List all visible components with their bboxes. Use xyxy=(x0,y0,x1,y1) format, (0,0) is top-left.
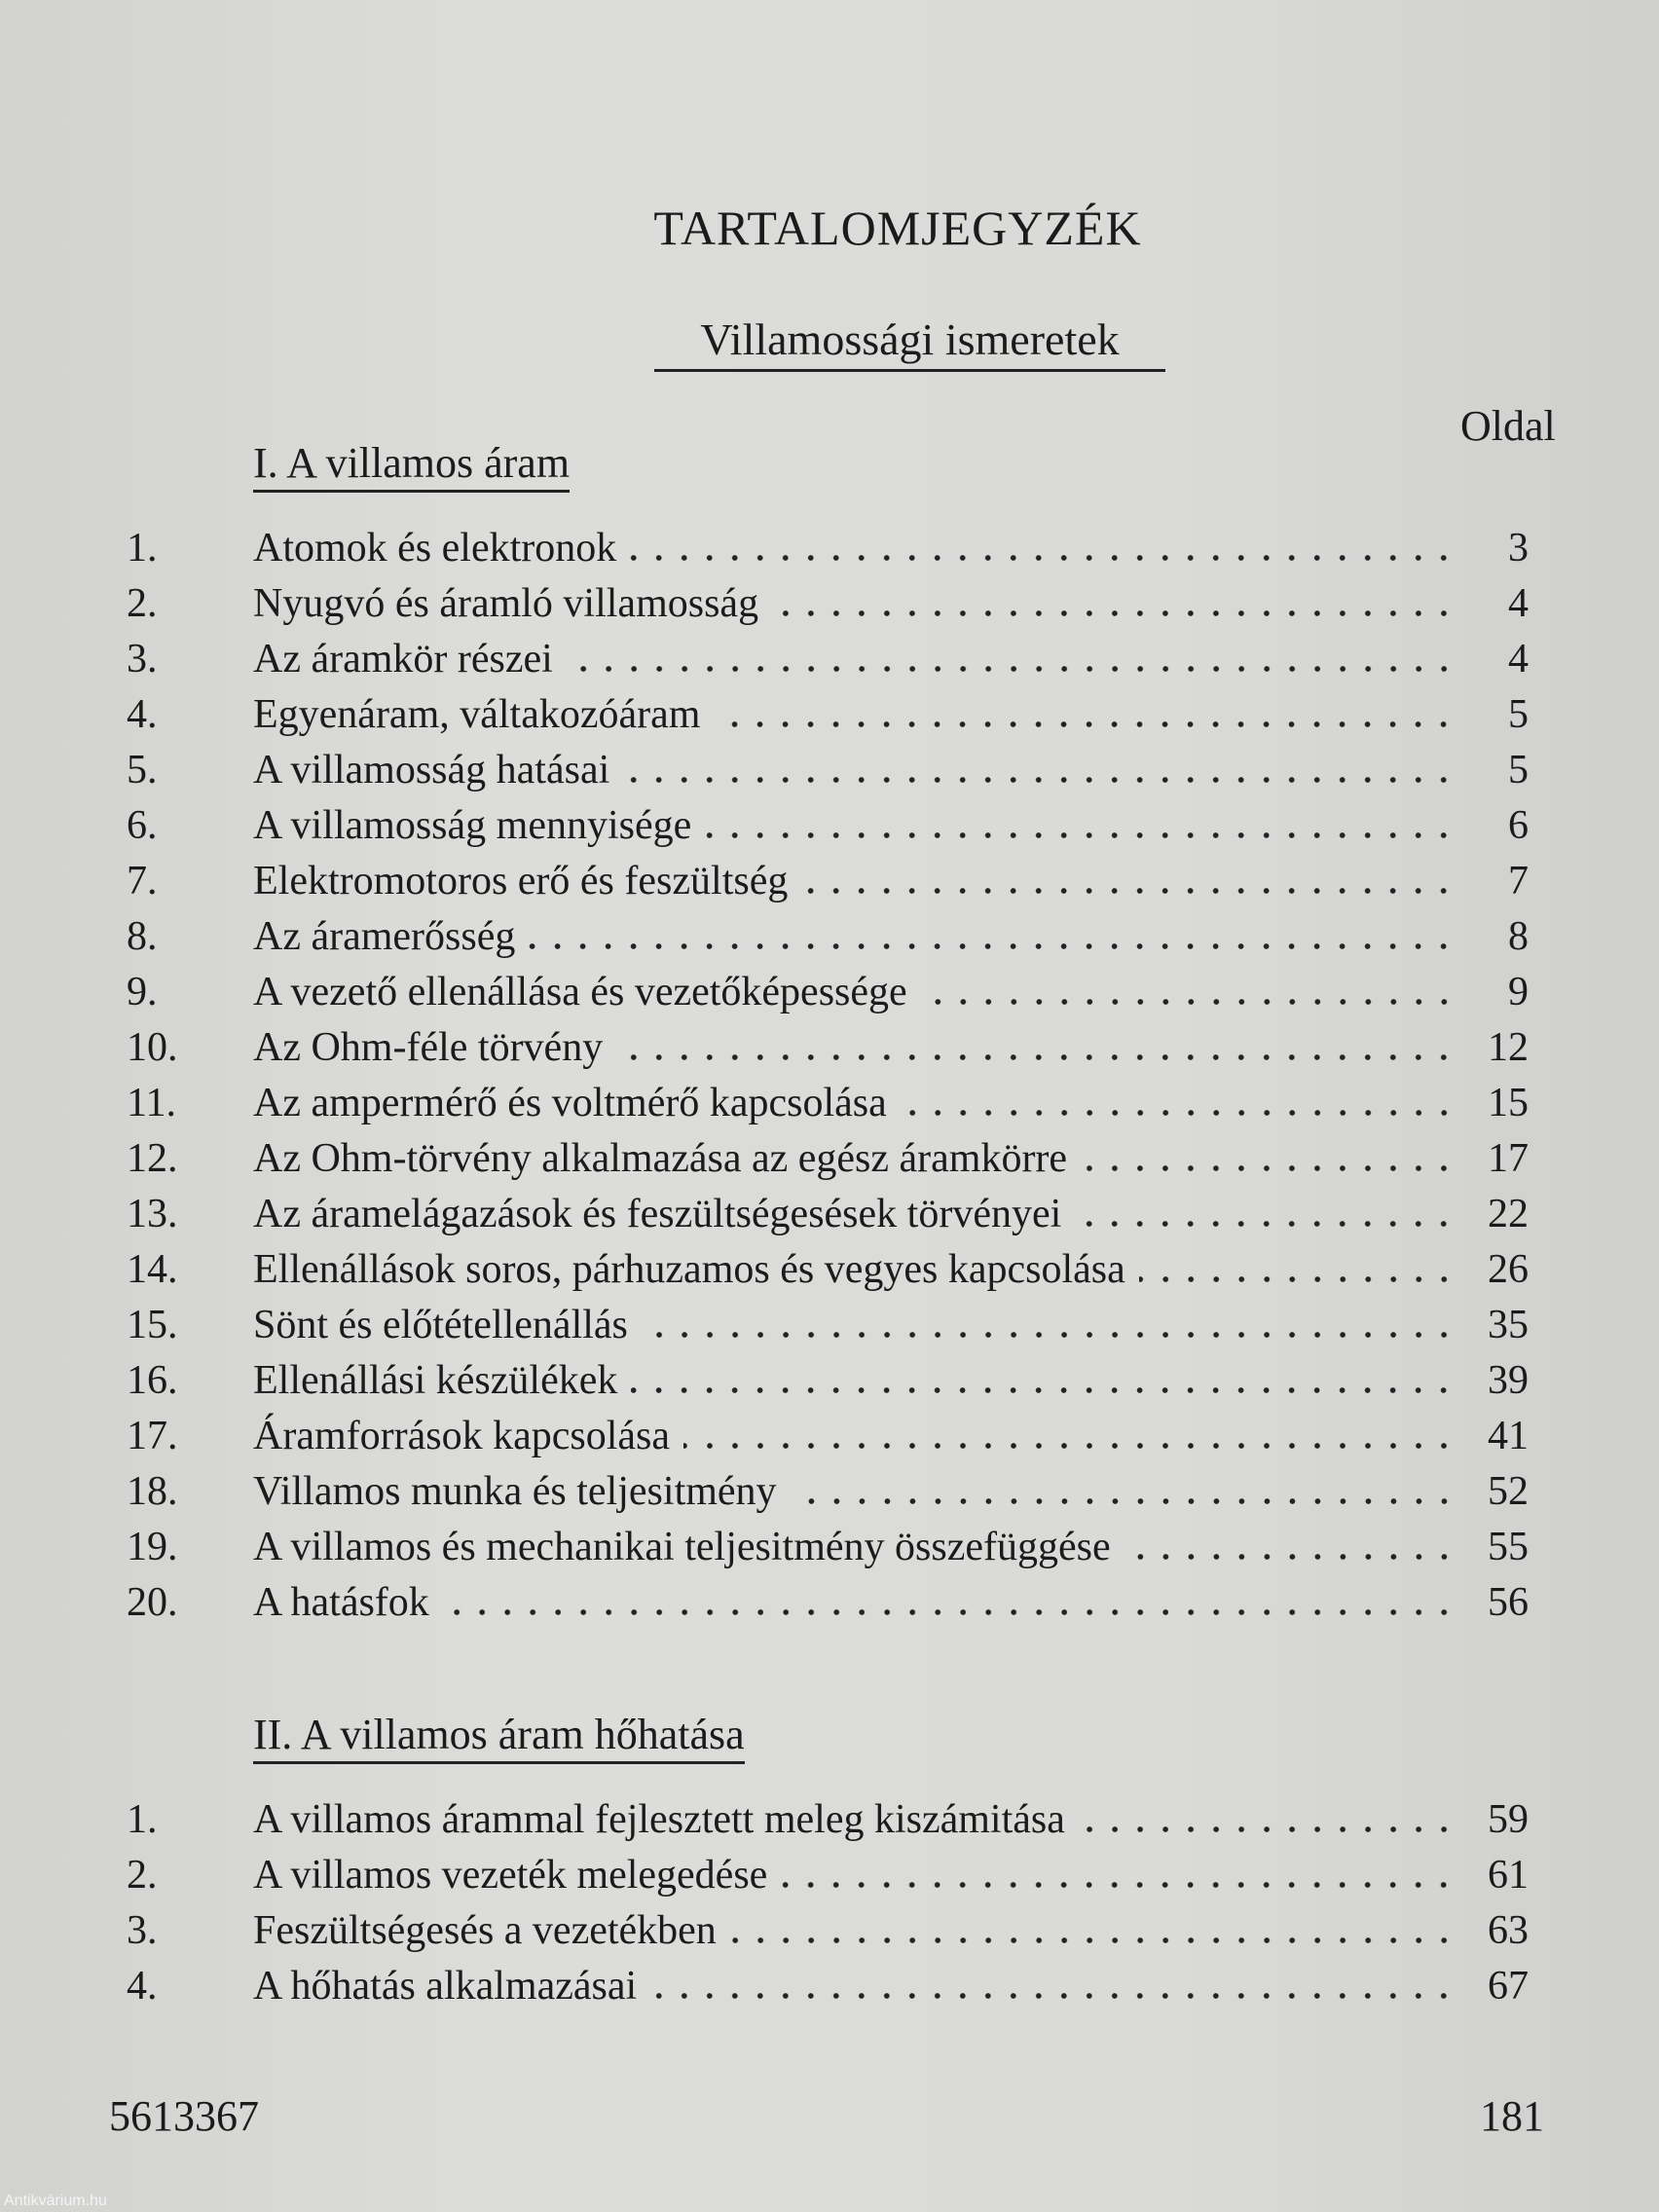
page-title: TARTALOMJEGYZÉK xyxy=(653,201,1142,255)
entry-page: 22 xyxy=(1488,1192,1529,1236)
dot-leader xyxy=(781,1881,1456,1889)
entry-title: A vezető ellenállása és vezetőképessége xyxy=(253,970,907,1014)
toc-entry xyxy=(127,1954,1529,2009)
entry-number: 16. xyxy=(127,1358,178,1403)
entry-page: 5 xyxy=(1508,748,1529,793)
dot-leader xyxy=(1081,1164,1456,1172)
entry-title: Egyenáram, váltakozóáram xyxy=(253,692,701,737)
toc-entry xyxy=(127,904,1529,960)
dot-leader xyxy=(705,831,1456,839)
toc-entry xyxy=(127,1182,1529,1237)
entry-number: 5. xyxy=(127,748,158,793)
dot-leader xyxy=(529,942,1456,950)
toc-list-1 xyxy=(127,516,1529,1626)
entry-number: 6. xyxy=(127,803,158,848)
entry-title: A villamosság mennyisége xyxy=(253,803,692,848)
entry-page: 7 xyxy=(1508,859,1529,903)
dot-leader xyxy=(623,776,1456,784)
entry-page: 67 xyxy=(1488,1964,1529,2009)
entry-number: 1. xyxy=(127,1797,158,1842)
dot-leader xyxy=(714,720,1456,728)
toc-entry xyxy=(127,1237,1529,1293)
entry-page: 4 xyxy=(1508,637,1529,682)
entry-title: Az Ohm-féle törvény xyxy=(253,1025,604,1070)
toc-entry xyxy=(127,1843,1529,1899)
entry-number: 4. xyxy=(127,692,158,737)
entry-title: A villamos és mechanikai teljesitmény összefüggése xyxy=(253,1525,1111,1569)
entry-page: 52 xyxy=(1488,1469,1529,1514)
entry-title: Az ampermérő és voltmérő kapcsolása xyxy=(253,1081,887,1125)
toc-entry xyxy=(127,849,1529,904)
dot-leader xyxy=(901,1109,1456,1117)
entry-number: 14. xyxy=(127,1247,178,1292)
entry-title: A villamosság hatásai xyxy=(253,748,610,793)
dot-leader xyxy=(921,998,1456,1006)
toc-entry xyxy=(127,627,1529,682)
dot-leader xyxy=(630,554,1456,562)
toc-entry xyxy=(127,738,1529,793)
toc-entry xyxy=(127,1071,1529,1126)
toc-entry xyxy=(127,1515,1529,1570)
entry-page: 56 xyxy=(1488,1580,1529,1625)
toc-entry xyxy=(127,516,1529,571)
dot-leader xyxy=(443,1608,1456,1616)
entry-title: Feszültségesés a vezetékben xyxy=(253,1908,717,1953)
entry-number: 2. xyxy=(127,581,158,626)
dot-leader xyxy=(616,1053,1456,1061)
entry-title: Áramforrások kapcsolása xyxy=(253,1414,670,1458)
toc-entry xyxy=(127,1404,1529,1459)
entry-title: Az áramkör részei xyxy=(253,637,553,682)
entry-number: 19. xyxy=(127,1525,178,1569)
entry-page: 61 xyxy=(1488,1853,1529,1898)
entry-page: 63 xyxy=(1488,1908,1529,1953)
dot-leader xyxy=(683,1442,1456,1450)
entry-title: Az áramelágazások és feszültségesések törvényei xyxy=(253,1192,1062,1236)
entry-title: Nyugvó és áramló villamosság xyxy=(253,581,759,626)
section-heading-1: I. A villamos áram xyxy=(253,438,570,493)
entry-number: 9. xyxy=(127,970,158,1014)
entry-title: Elektromotoros erő és feszültség xyxy=(253,859,789,903)
entry-page: 26 xyxy=(1488,1247,1529,1292)
entry-title: A villamos vezeték melegedése xyxy=(253,1853,768,1898)
toc-entry xyxy=(127,1570,1529,1626)
entry-page: 39 xyxy=(1488,1358,1529,1403)
page-column-label: Oldal xyxy=(1460,402,1556,450)
toc-entry xyxy=(127,571,1529,627)
entry-number: 10. xyxy=(127,1025,178,1070)
entry-title: Ellenállási készülékek xyxy=(253,1358,618,1403)
entry-number: 3. xyxy=(127,1908,158,1953)
entry-number: 20. xyxy=(127,1580,178,1625)
entry-page: 55 xyxy=(1488,1525,1529,1569)
entry-title: Az áramerősség xyxy=(253,914,516,959)
toc-entry xyxy=(127,682,1529,738)
subtitle: Villamossági ismeretek xyxy=(654,313,1165,372)
entry-page: 3 xyxy=(1508,526,1529,571)
entry-page: 59 xyxy=(1488,1797,1529,1842)
watermark: Antikvárium.hu xyxy=(4,2193,107,2209)
entry-number: 8. xyxy=(127,914,158,959)
dot-leader xyxy=(801,887,1456,895)
dot-leader xyxy=(1075,1220,1456,1228)
entry-page: 41 xyxy=(1488,1414,1529,1458)
entry-title: Atomok és elektronok xyxy=(253,526,617,571)
entry-number: 7. xyxy=(127,859,158,903)
entry-page: 5 xyxy=(1508,692,1529,737)
entry-page: 6 xyxy=(1508,803,1529,848)
entry-number: 15. xyxy=(127,1303,178,1347)
dot-leader xyxy=(1079,1825,1456,1833)
entry-number: 4. xyxy=(127,1964,158,2009)
entry-number: 12. xyxy=(127,1136,178,1181)
dot-leader xyxy=(1139,1275,1456,1283)
dot-leader xyxy=(567,665,1456,673)
entry-title: Ellenállások soros, párhuzamos és vegyes kapcsolása xyxy=(253,1247,1125,1292)
entry-title: A hőhatás alkalmazásai xyxy=(253,1964,638,2009)
dot-leader xyxy=(650,1992,1456,2000)
toc-entry xyxy=(127,1459,1529,1515)
entry-title: A villamos árammal fejlesztett meleg kiszámitása xyxy=(253,1797,1065,1842)
entry-number: 13. xyxy=(127,1192,178,1236)
entry-number: 1. xyxy=(127,526,158,571)
entry-number: 17. xyxy=(127,1414,178,1458)
dot-leader xyxy=(642,1331,1456,1339)
toc-entry xyxy=(127,1899,1529,1954)
dot-leader xyxy=(772,609,1456,617)
entry-page: 15 xyxy=(1488,1081,1529,1125)
section-heading-2: II. A villamos áram hőhatása xyxy=(253,1710,745,1764)
entry-page: 4 xyxy=(1508,581,1529,626)
entry-title: Villamos munka és teljesitmény xyxy=(253,1469,777,1514)
print-code: 5613367 xyxy=(109,2092,259,2140)
entry-title: Sönt és előtétellenállás xyxy=(253,1303,628,1347)
toc-entry xyxy=(127,1126,1529,1182)
dot-leader xyxy=(730,1936,1456,1944)
toc-entry xyxy=(127,1788,1529,1843)
entry-title: A hatásfok xyxy=(253,1580,429,1625)
dot-leader xyxy=(631,1386,1456,1394)
toc-list-2 xyxy=(127,1788,1529,2009)
entry-number: 18. xyxy=(127,1469,178,1514)
toc-entry xyxy=(127,1293,1529,1348)
entry-page: 35 xyxy=(1488,1303,1529,1347)
toc-entry xyxy=(127,1015,1529,1071)
entry-number: 11. xyxy=(127,1081,176,1125)
dot-leader xyxy=(1124,1553,1456,1561)
toc-entry xyxy=(127,1348,1529,1404)
entry-page: 8 xyxy=(1508,914,1529,959)
entry-title: Az Ohm-törvény alkalmazása az egész áramkörre xyxy=(253,1136,1068,1181)
entry-page: 9 xyxy=(1508,970,1529,1014)
entry-number: 3. xyxy=(127,637,158,682)
entry-number: 2. xyxy=(127,1853,158,1898)
entry-page: 17 xyxy=(1488,1136,1529,1181)
dot-leader xyxy=(791,1497,1456,1505)
toc-entry xyxy=(127,793,1529,849)
page-number: 181 xyxy=(1480,2092,1544,2140)
toc-entry xyxy=(127,960,1529,1015)
entry-page: 12 xyxy=(1488,1025,1529,1070)
